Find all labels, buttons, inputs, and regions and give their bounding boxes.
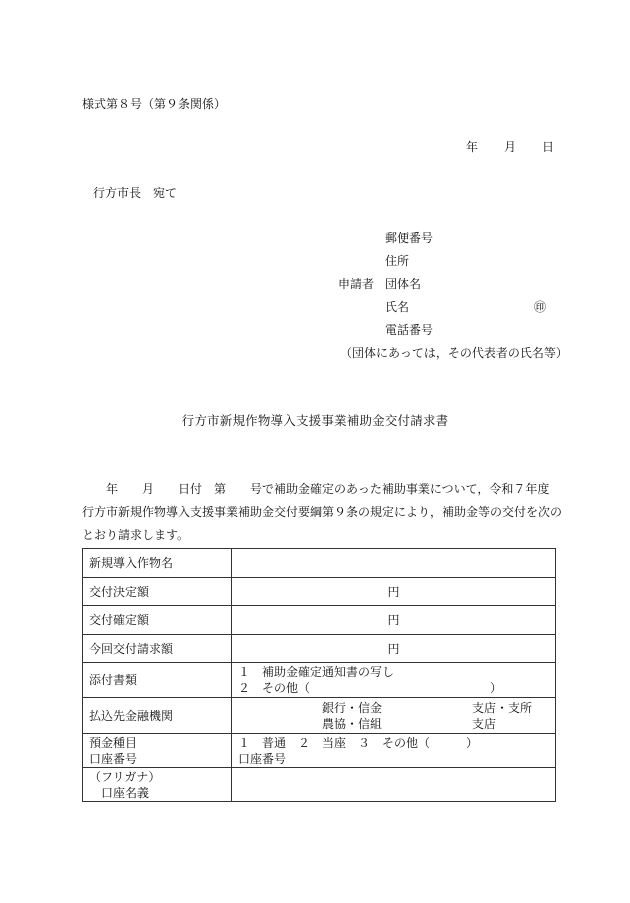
- request-amount-row: [83, 635, 556, 663]
- account-number-value: 口座番号: [238, 751, 287, 766]
- crop-name-field[interactable]: [232, 549, 556, 578]
- applicant-label: 申請者: [338, 277, 375, 291]
- deposit-labels: [83, 734, 232, 768]
- address-label: 住所: [385, 254, 410, 268]
- name-label: 氏名: [385, 300, 410, 314]
- account-name-labels: [83, 768, 232, 802]
- request-form-table: [82, 548, 556, 802]
- date-line: [466, 139, 554, 155]
- decided-amount-row: [83, 578, 556, 606]
- body-line-2: 行方市新規作物導入支援事業補助金交付要綱第９条の規定により，補助金等の交付を次の: [82, 505, 563, 519]
- representative-note: （団体にあっては，その代表者の氏名等）: [340, 346, 568, 360]
- postal-code-label: 郵便番号: [385, 231, 434, 245]
- decided-amount-label: 交付決定額: [83, 578, 232, 606]
- org-name-label: 団体名: [385, 277, 422, 291]
- bank-line-2: [238, 716, 549, 732]
- attachment-item-1: １ 補助金確定通知書の写し: [238, 665, 395, 679]
- request-amount-label: 今回交付請求額: [83, 635, 232, 663]
- deposit-row: [83, 734, 556, 768]
- body-line-1: 年 月 日付 第 号で補助金確定のあった補助事業について，令和７年度: [82, 482, 550, 496]
- crop-name-row: [83, 549, 556, 578]
- account-name-field[interactable]: [232, 768, 556, 802]
- decided-amount-unit: 円: [387, 584, 400, 599]
- bank-row: [83, 698, 556, 734]
- confirmed-amount-field[interactable]: [232, 606, 556, 635]
- attachments-label: 添付書類: [83, 663, 232, 698]
- decided-amount-field[interactable]: [232, 578, 556, 606]
- furigana-label: （フリガナ）: [89, 769, 161, 784]
- bank-type-2: 農協・信組: [322, 716, 383, 731]
- bank-field[interactable]: [232, 698, 556, 734]
- request-amount-unit: 円: [387, 641, 400, 656]
- deposit-field[interactable]: [232, 734, 556, 768]
- addressee: 行方市長 宛て: [93, 186, 178, 200]
- attachments-field[interactable]: [232, 663, 556, 698]
- confirmed-amount-unit: 円: [387, 613, 400, 627]
- confirmed-amount-label: 交付確定額: [83, 606, 232, 635]
- date-month: 月: [504, 140, 517, 154]
- attachment-item-2: ２ その他（ ）: [238, 681, 503, 695]
- deposit-type-label: 預金種目: [89, 735, 138, 750]
- bank-type-1: 銀行・信金: [322, 700, 383, 715]
- account-number-label: 口座番号: [89, 751, 138, 766]
- attachments-row: [83, 663, 556, 698]
- bank-branch-1: 支店・支所: [472, 700, 533, 715]
- account-name-row: [83, 768, 556, 802]
- date-year: 年: [466, 140, 479, 154]
- phone-label: 電話番号: [385, 323, 434, 337]
- crop-name-label: 新規導入作物名: [83, 549, 232, 578]
- body-line-3: とおり請求します。: [82, 528, 190, 542]
- bank-label: 払込先金融機関: [83, 698, 232, 734]
- bank-branch-2: 支店: [472, 716, 497, 731]
- account-name-label: 口座名義: [101, 785, 150, 800]
- deposit-options: １ 普通 ２ 当座 ３ その他（ ）: [238, 735, 479, 750]
- request-amount-field[interactable]: [232, 635, 556, 663]
- confirmed-amount-row: [83, 606, 556, 635]
- form-number: 様式第８号（第９条関係）: [82, 97, 227, 111]
- seal-mark: ㊞: [534, 300, 547, 314]
- date-day: 日: [542, 140, 555, 154]
- document-title: 行方市新規作物導入支援事業補助金交付請求書: [181, 413, 449, 428]
- bank-line-1: [238, 700, 549, 716]
